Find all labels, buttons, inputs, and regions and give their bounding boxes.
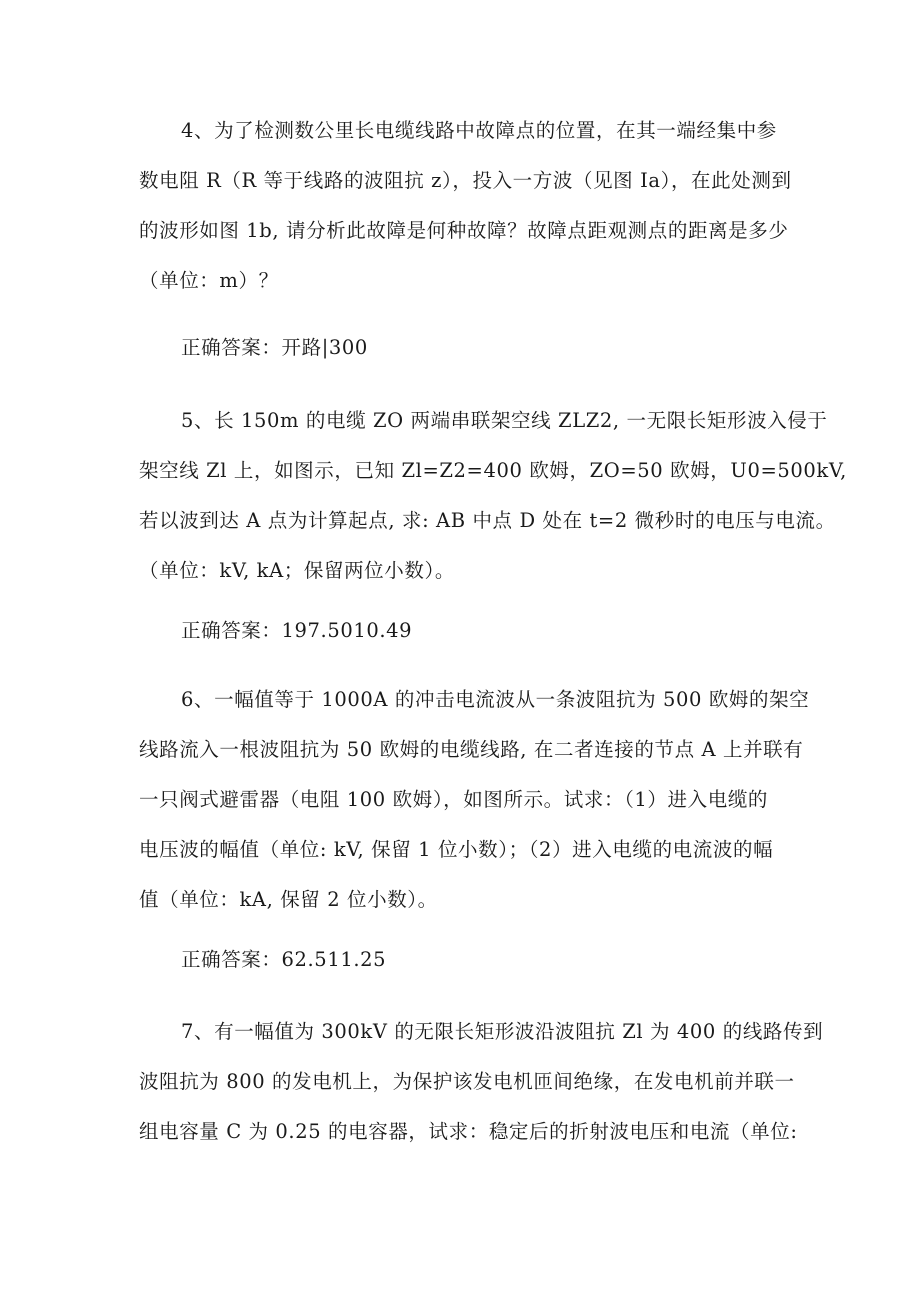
paragraph-line: 架空线 Zl 上，如图示，已知 Zl=Z2=400 欧姆，ZO=50 欧姆，U0=500kV, xyxy=(139,459,847,482)
paragraph-line: 数电阻 R（R 等于线路的波阻抗 z），投入一方波（见图 Ia），在此处测到 xyxy=(139,169,792,192)
paragraph-line: 6、一幅值等于 1000A 的冲击电流波从一条波阻抗为 500 欧姆的架空 xyxy=(181,688,810,711)
paragraph-line: 的波形如图 1b, 请分析此故障是何种故障？故障点距观测点的距离是多少 xyxy=(139,219,789,242)
paragraph-line: 组电容量 C 为 0.25 的电容器，试求：稳定后的折射波电压和电流（单位: xyxy=(139,1120,798,1143)
paragraph-line: （单位：kV, kA；保留两位小数）。 xyxy=(139,559,455,582)
paragraph-line: 若以波到达 A 点为计算起点, 求: AB 中点 D 处在 t=2 微秒时的电压与电流。 xyxy=(139,509,836,532)
answer-6: 正确答案：62.511.25 xyxy=(181,948,387,971)
answer-5: 正确答案：197.5010.49 xyxy=(181,619,413,642)
paragraph-line: 7、有一幅值为 300kV 的无限长矩形波沿波阻抗 Zl 为 400 的线路传到 xyxy=(181,1020,824,1043)
question-4 xyxy=(139,117,792,295)
answer-4: 正确答案：开路|300 xyxy=(181,336,368,359)
paragraph-line: 一只阀式避雷器（电阻 100 欧姆），如图所示。试求：（1）进入电缆的 xyxy=(139,788,769,811)
paragraph-line: 值（单位：kA, 保留 2 位小数）。 xyxy=(139,888,438,911)
paragraph-line: （单位：m）？ xyxy=(139,269,279,292)
paragraph-line: 波阻抗为 800 的发电机上，为保护该发电机匝间绝缘，在发电机前并联一 xyxy=(139,1070,795,1093)
question-7 xyxy=(139,1018,824,1146)
paragraph-line: 5、长 150m 的电缆 ZO 两端串联架空线 ZLZ2, 一无限长矩形波入侵于 xyxy=(181,409,828,432)
paragraph-line: 4、为了检测数公里长电缆线路中故障点的位置，在其一端经集中参 xyxy=(181,119,777,142)
paragraph-line: 电压波的幅值（单位: kV, 保留 1 位小数）；（2）进入电缆的电流波的幅 xyxy=(139,838,774,861)
paragraph-line: 线路流入一根波阻抗为 50 欧姆的电缆线路, 在二者连接的节点 A 上并联有 xyxy=(139,738,804,761)
question-5 xyxy=(139,407,847,585)
question-6 xyxy=(139,686,810,914)
